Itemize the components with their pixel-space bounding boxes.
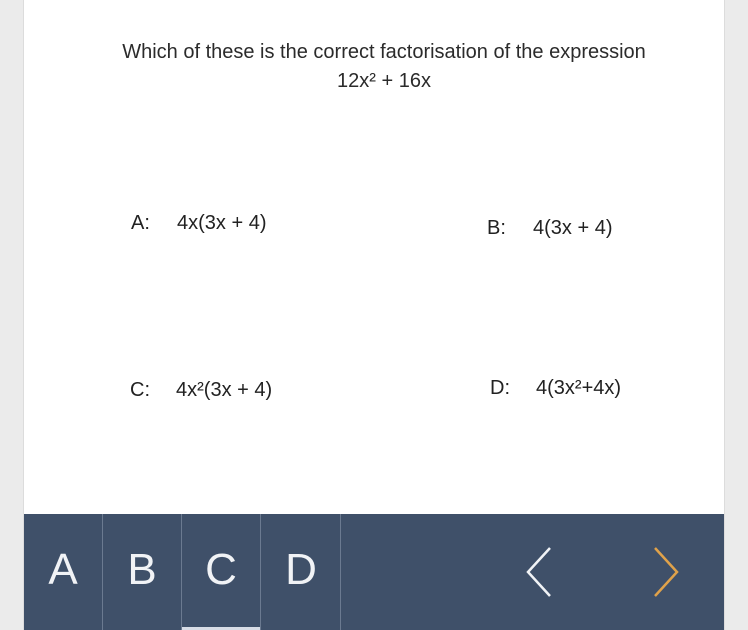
option-d[interactable] (490, 377, 621, 400)
answer-toolbar (24, 514, 724, 630)
next-button[interactable] (645, 544, 685, 600)
question-card (24, 0, 724, 514)
option-c-letter: C: (130, 379, 150, 401)
option-c-text: 4x²(3x + 4) (176, 379, 273, 401)
answer-button-c[interactable]: C (182, 514, 261, 630)
option-d-letter: D: (490, 377, 510, 399)
chevron-left-icon (520, 544, 560, 600)
left-margin (0, 0, 24, 630)
previous-button[interactable] (520, 544, 560, 600)
question-expression: 12x² + 16x (337, 70, 431, 92)
question-text (24, 38, 744, 96)
option-a-letter: A: (131, 212, 150, 234)
option-a[interactable] (131, 212, 266, 235)
option-c[interactable] (130, 379, 272, 402)
option-b[interactable] (487, 217, 612, 240)
option-b-text: 4(3x + 4) (533, 217, 613, 239)
option-a-text: 4x(3x + 4) (177, 212, 267, 234)
option-b-letter: B: (487, 217, 506, 239)
chevron-right-icon (645, 544, 685, 600)
answer-button-d[interactable]: D (262, 514, 341, 630)
question-line-1: Which of these is the correct factorisation of the expression (122, 41, 646, 63)
answer-button-b[interactable]: B (103, 514, 182, 630)
option-d-text: 4(3x²+4x) (536, 377, 622, 399)
answer-button-a[interactable]: A (24, 514, 103, 630)
